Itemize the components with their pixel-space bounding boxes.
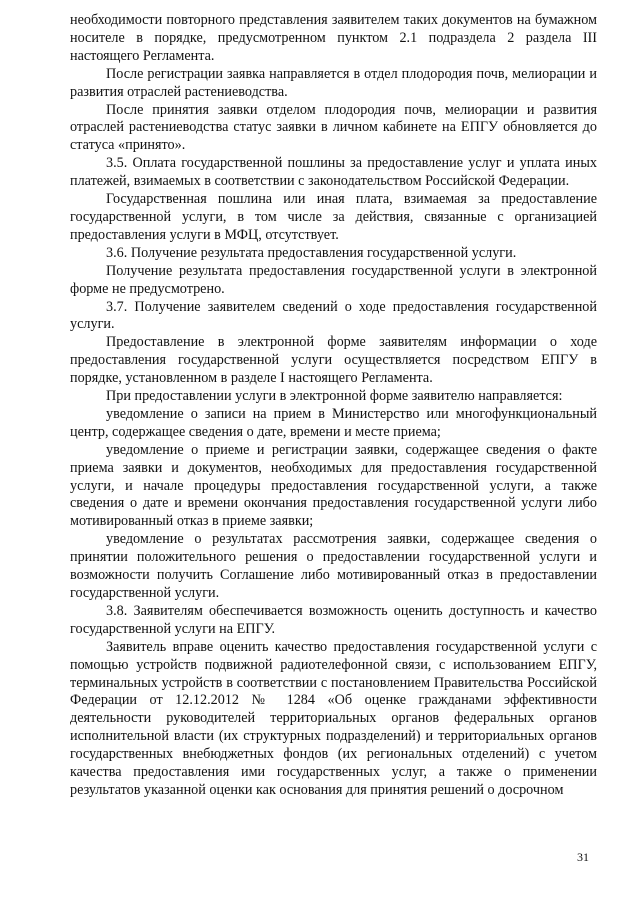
- page-number: 31: [577, 850, 589, 864]
- list-item-result-notice: уведомление о результатах рассмотрения заявки, содержащее сведения о принятии положительного решения о предоставлении государственной услуги и возможности получить Соглашение либо мотивированный отказ в предоставлении государственной услуги.: [70, 531, 597, 601]
- paragraph-registration: После регистрации заявка направляется в отдел плодородия почв, мелиорации и развития отраслей растениеводства.: [70, 65, 597, 100]
- paragraph-continuation: необходимости повторного представления заявителем таких документов на бумажном носителе в порядке, предусмотренном пунктом 2.1 подраздела 2 раздела III настоящего Регламента.: [70, 12, 597, 64]
- paragraph-fee: Государственная пошлина или иная плата, взимаемая за предоставление государственной услуги, в том числе за действия, связанные с организацией предоставления услуги в МФЦ, отсутствует.: [70, 191, 597, 243]
- document-body: [70, 12, 597, 800]
- section-3-8-heading: 3.8. Заявителям обеспечивается возможность оценить доступность и качество государственной услуги на ЕПГУ.: [70, 602, 597, 637]
- list-item-appointment-notice: уведомление о записи на прием в Министерство или многофункциональный центр, содержащее сведения о дате, времени и месте приема;: [70, 405, 597, 440]
- list-item-registration-notice: уведомление о приеме и регистрации заявки, содержащее сведения о факте приема заявки и документов, необходимых для предоставления государственной услуги, и начале процедуры предоставления государственной услуги, а также сведения о дате и времени окончания предоставления государственной услуги либо мотивированный отказ в приеме заявки;: [70, 441, 597, 530]
- paragraph-notifications-intro: При предоставлении услуги в электронной форме заявителю направляется:: [106, 388, 563, 405]
- paragraph-status-update: После принятия заявки отделом плодородия почв, мелиорации и развития отраслей растениеводства статус заявки в личном кабинете на ЕПГУ обновляется до статуса «принято».: [70, 101, 597, 154]
- section-3-5-heading: 3.5. Оплата государственной пошлины за предоставление услуг и уплата иных платежей, взимаемых в соответствии с законодательством Российской Федерации.: [70, 155, 597, 190]
- paragraph-result: Получение результата предоставления государственной услуги в электронной форме не предусмотрено.: [70, 262, 597, 297]
- paragraph-progress-info: Предоставление в электронной форме заявителям информации о ходе предоставления государственной услуги осуществляется посредством ЕПГУ в порядке, установленном в разделе I настоящего Регламента.: [70, 334, 597, 387]
- paragraph-quality-assessment: Заявитель вправе оценить качество предоставления государственной услуги с помощью устройств подвижной радиотелефонной связи, с использованием ЕПГУ, терминальных устройств в соответствии с постановлением Правительства Российской Федерации от 12.12.2012 № 1284 «Об оценке гражданами эффективности деятельности руководителей территориальных органов федеральных органов исполнительной власти (их структурных подразделений) и территориальных органов государственных внебюджетных фондов (их региональных отделений) с учетом качества предоставления ими государственных услуг, а также о применении результатов указанной оценки как основания для принятия решений о досрочном: [70, 638, 597, 798]
- section-3-6-heading: 3.6. Получение результата предоставления государственной услуги.: [106, 244, 517, 261]
- section-3-7-heading: 3.7. Получение заявителем сведений о ходе предоставления государственной услуги.: [70, 298, 597, 333]
